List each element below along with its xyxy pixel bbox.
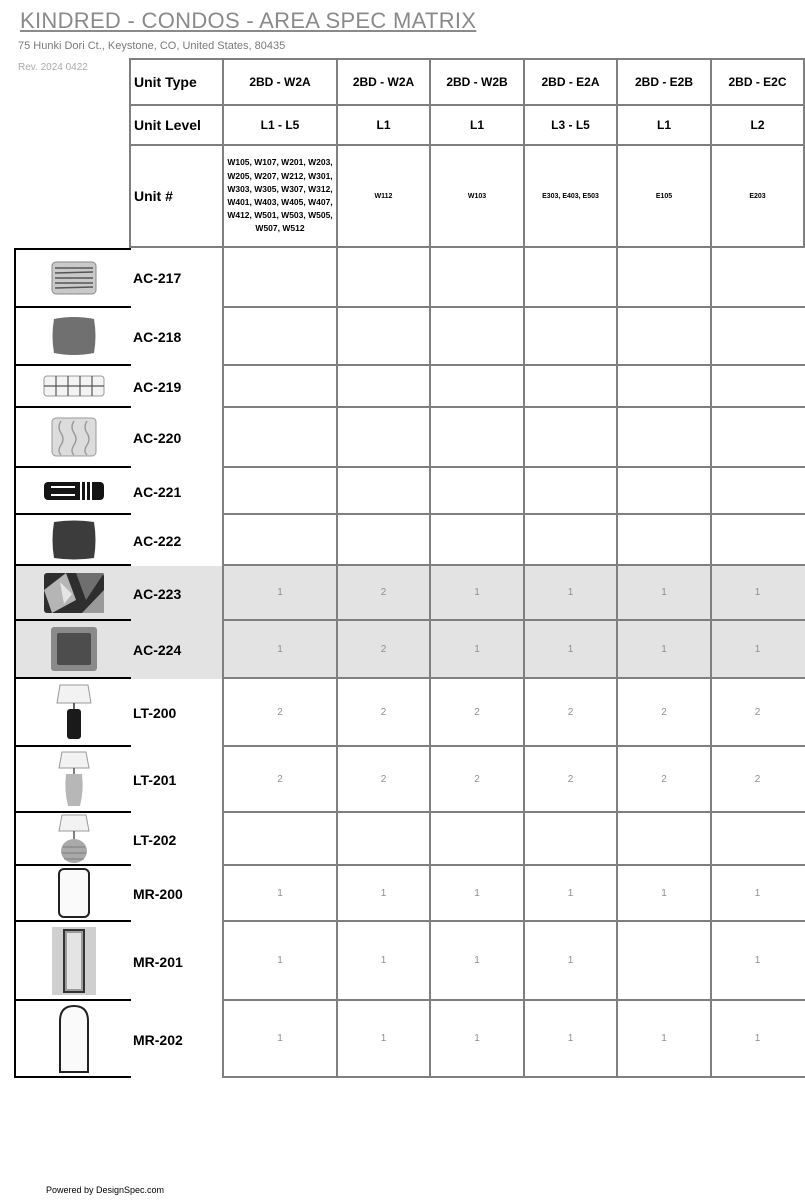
quantity-cell: 1 bbox=[754, 887, 761, 899]
table-row bbox=[0, 248, 805, 308]
product-code: AC-217 bbox=[133, 270, 182, 286]
product-code: AC-224 bbox=[131, 621, 223, 679]
table-row bbox=[0, 566, 805, 621]
quantity-cell: 1 bbox=[224, 1001, 338, 1076]
square-pillow-icon bbox=[48, 313, 100, 359]
quantity-cell: 1 bbox=[431, 866, 525, 920]
product-code: AC-218 bbox=[133, 329, 182, 345]
unit-number-cell: E303, E403, E503 bbox=[525, 146, 618, 246]
quantity-cell bbox=[712, 366, 803, 406]
table-row bbox=[0, 468, 805, 515]
quantity-cell bbox=[712, 308, 803, 364]
quantity-cell: 1 bbox=[224, 922, 338, 999]
quantity-cell: 1 bbox=[754, 955, 761, 966]
unit-number-cell: W103 bbox=[431, 146, 525, 246]
quantity-cell bbox=[431, 366, 525, 406]
rectangular-mirror-icon bbox=[56, 867, 92, 919]
quantity-cell: 1 bbox=[525, 922, 618, 999]
product-code: AC-221 bbox=[133, 483, 182, 500]
quantity-cell bbox=[338, 515, 431, 564]
quantity-cell: 1 bbox=[754, 643, 761, 655]
quantity-cell: 1 bbox=[431, 1001, 525, 1076]
quantity-cells bbox=[222, 515, 805, 566]
project-address: 75 Hunki Dori Ct., Keystone, CO, United States, 80435 bbox=[18, 40, 286, 52]
unit-level-cell: L1 bbox=[618, 106, 712, 144]
quantity-cell bbox=[618, 366, 712, 406]
quantity-cell bbox=[338, 408, 431, 466]
black-table-lamp-icon bbox=[54, 683, 94, 741]
product-thumbnail bbox=[14, 866, 131, 922]
unit-type-cell: 2BD - W2A bbox=[224, 60, 338, 104]
quantity-cell bbox=[618, 922, 712, 999]
quantity-cell bbox=[431, 308, 525, 364]
product-thumbnail bbox=[14, 621, 131, 679]
table-row bbox=[0, 813, 805, 866]
product-code: AC-219 bbox=[133, 379, 182, 395]
unit-type-label: Unit Type bbox=[131, 60, 224, 104]
quantity-cell bbox=[431, 515, 525, 564]
unit-type-cell: 2BD - W2A bbox=[338, 60, 431, 104]
product-code: AC-223 bbox=[131, 566, 223, 621]
quantity-cell: 1 bbox=[618, 566, 712, 619]
product-thumbnail bbox=[14, 308, 131, 366]
arched-mirror-icon bbox=[57, 1004, 91, 1074]
unit-number-cell: E105 bbox=[618, 146, 712, 246]
table-row bbox=[0, 679, 805, 747]
unit-level-label: Unit Level bbox=[131, 106, 224, 144]
table-row bbox=[0, 308, 805, 366]
quantity-cell: 1 bbox=[525, 566, 618, 619]
quantity-cell: 1 bbox=[338, 866, 431, 920]
product-code: MR-200 bbox=[133, 886, 183, 902]
product-thumbnail bbox=[14, 679, 131, 747]
table-row bbox=[0, 1001, 805, 1078]
quantity-cell bbox=[712, 408, 803, 466]
product-thumbnail bbox=[14, 747, 131, 813]
quantity-cells bbox=[222, 679, 805, 747]
quantity-cell: 2 bbox=[224, 679, 338, 745]
unit-level-cell: L3 - L5 bbox=[525, 106, 618, 144]
product-thumbnail bbox=[14, 813, 131, 866]
unit-type-cell: 2BD - E2B bbox=[618, 60, 712, 104]
quantity-cells bbox=[222, 1001, 805, 1078]
quantity-cell: 2 bbox=[525, 679, 618, 745]
floor-mirror-icon bbox=[50, 925, 98, 997]
quantity-cell: 1 bbox=[618, 621, 712, 677]
quantity-cell bbox=[431, 468, 525, 513]
quantity-cell bbox=[224, 813, 338, 864]
quantity-cell bbox=[431, 248, 525, 306]
unit-level-cell: L1 bbox=[338, 106, 431, 144]
quantity-cell bbox=[224, 366, 338, 406]
product-code: LT-201 bbox=[133, 772, 177, 788]
quantity-cell: 2 bbox=[754, 706, 761, 718]
quantity-cell bbox=[712, 813, 803, 864]
quantity-cell bbox=[224, 468, 338, 513]
unit-level-cell: L1 bbox=[431, 106, 525, 144]
unit-type-row bbox=[131, 60, 803, 104]
geometric-pillow-icon bbox=[42, 570, 106, 616]
unit-type-cell: 2BD - E2C bbox=[728, 75, 787, 89]
unit-level-cell: L1 - L5 bbox=[224, 106, 338, 144]
table-row bbox=[0, 408, 805, 468]
quantity-cell bbox=[338, 248, 431, 306]
quantity-cell: 1 bbox=[618, 866, 712, 920]
quantity-cell: 1 bbox=[431, 621, 525, 677]
unit-number-cell: W112 bbox=[338, 146, 431, 246]
quantity-cell bbox=[525, 248, 618, 306]
quantity-cells bbox=[222, 308, 805, 366]
quantity-cells bbox=[222, 408, 805, 468]
quantity-cells bbox=[222, 866, 805, 922]
quantity-cell bbox=[431, 813, 525, 864]
quantity-cell bbox=[525, 468, 618, 513]
table-row bbox=[0, 621, 805, 679]
product-code: LT-200 bbox=[133, 705, 177, 721]
quantity-cell: 2 bbox=[338, 566, 431, 619]
quantity-cell: 2 bbox=[754, 773, 761, 785]
quantity-cell bbox=[525, 366, 618, 406]
product-thumbnail bbox=[14, 566, 131, 621]
quantity-cell bbox=[618, 515, 712, 564]
quantity-cell: 1 bbox=[525, 866, 618, 920]
quantity-cell bbox=[618, 813, 712, 864]
quantity-cells bbox=[222, 813, 805, 866]
product-thumbnail bbox=[14, 248, 131, 308]
quantity-cell bbox=[224, 515, 338, 564]
unit-level-cell: L2 bbox=[750, 118, 765, 132]
quantity-cell: 2 bbox=[431, 747, 525, 811]
quantity-cell: 1 bbox=[754, 587, 761, 598]
quantity-cell bbox=[618, 408, 712, 466]
product-thumbnail bbox=[14, 515, 131, 566]
quantity-cell bbox=[712, 515, 803, 564]
unit-number-row bbox=[131, 146, 803, 246]
product-thumbnail bbox=[14, 922, 131, 1001]
quantity-cell bbox=[338, 813, 431, 864]
quantity-cell: 1 bbox=[431, 922, 525, 999]
revision-label: Rev. 2024 0422 bbox=[18, 62, 88, 73]
product-code: AC-220 bbox=[133, 430, 182, 446]
quantity-cells bbox=[222, 468, 805, 515]
unit-type-cell: 2BD - E2A bbox=[525, 60, 618, 104]
quantity-cell: 1 bbox=[338, 922, 431, 999]
unit-level-row bbox=[131, 106, 803, 144]
knit-pillow-icon bbox=[47, 256, 101, 300]
quantity-cell: 2 bbox=[224, 747, 338, 811]
unit-number-cell: E203 bbox=[749, 192, 766, 200]
quantity-cell bbox=[712, 468, 803, 513]
quantity-cells bbox=[222, 248, 805, 308]
table-row bbox=[0, 515, 805, 566]
unit-type-cell: 2BD - W2B bbox=[431, 60, 525, 104]
footer-credit: Powered by DesignSpec.com bbox=[46, 1185, 165, 1195]
quantity-cell: 2 bbox=[338, 679, 431, 745]
product-code: MR-201 bbox=[133, 953, 183, 970]
quantity-cell bbox=[338, 308, 431, 364]
quantity-cell: 1 bbox=[754, 1033, 761, 1044]
flanged-pillow-icon bbox=[48, 624, 100, 674]
table-row bbox=[0, 366, 805, 408]
quantity-cell bbox=[431, 408, 525, 466]
quantity-cell bbox=[712, 248, 803, 306]
quantity-cell: 1 bbox=[224, 621, 338, 677]
unit-number-label: Unit # bbox=[131, 146, 224, 246]
dark-square-pillow-icon bbox=[49, 517, 99, 563]
quantity-cell: 1 bbox=[224, 566, 338, 619]
cable-knit-pillow-icon bbox=[47, 413, 101, 461]
quantity-cell bbox=[618, 248, 712, 306]
quantity-cell: 2 bbox=[431, 679, 525, 745]
quantity-cells bbox=[222, 621, 805, 679]
quantity-cell bbox=[224, 308, 338, 364]
product-thumbnail bbox=[14, 366, 131, 408]
quantity-cell: 1 bbox=[224, 866, 338, 920]
product-thumbnail bbox=[14, 468, 131, 515]
product-thumbnail bbox=[14, 1001, 131, 1078]
quantity-cell: 1 bbox=[431, 566, 525, 619]
quantity-cell: 1 bbox=[525, 1001, 618, 1076]
quantity-cell bbox=[338, 468, 431, 513]
quantity-cells bbox=[222, 366, 805, 408]
round-table-lamp-icon bbox=[52, 813, 96, 865]
quantity-cell bbox=[525, 308, 618, 364]
quantity-cell: 2 bbox=[618, 679, 712, 745]
table-row bbox=[0, 747, 805, 813]
product-code: MR-202 bbox=[133, 1031, 183, 1048]
quantity-cell bbox=[338, 366, 431, 406]
quantity-cell: 1 bbox=[618, 1001, 712, 1076]
quantity-cell bbox=[224, 408, 338, 466]
quantity-cells bbox=[222, 566, 805, 621]
quantity-cell bbox=[618, 468, 712, 513]
stone-table-lamp-icon bbox=[54, 750, 94, 808]
plaid-lumbar-pillow-icon bbox=[41, 372, 107, 400]
table-row bbox=[0, 922, 805, 1001]
quantity-cell bbox=[525, 408, 618, 466]
quantity-cell: 2 bbox=[338, 621, 431, 677]
matrix-header bbox=[129, 58, 805, 248]
quantity-cell bbox=[224, 248, 338, 306]
quantity-cell: 2 bbox=[525, 747, 618, 811]
product-code: LT-202 bbox=[133, 831, 177, 848]
quantity-cell: 2 bbox=[618, 747, 712, 811]
quantity-cell: 1 bbox=[525, 621, 618, 677]
quantity-cells bbox=[222, 747, 805, 813]
quantity-cell: 1 bbox=[338, 1001, 431, 1076]
product-thumbnail bbox=[14, 408, 131, 468]
striped-lumbar-pillow-icon bbox=[41, 477, 107, 505]
product-code: AC-222 bbox=[133, 532, 182, 549]
quantity-cell bbox=[525, 813, 618, 864]
unit-number-cell: W105, W107, W201, W203, W205, W207, W212, W301, W303, W305, W307, W312, W401, W403, W405, W407, W412, W501, W503, W505, W507, W512 bbox=[224, 146, 338, 246]
table-row bbox=[0, 866, 805, 922]
page-title: KINDRED - CONDOS - AREA SPEC MATRIX bbox=[20, 8, 477, 33]
quantity-cell: 2 bbox=[338, 747, 431, 811]
quantity-cell bbox=[525, 515, 618, 564]
quantity-cell bbox=[618, 308, 712, 364]
quantity-cells bbox=[222, 922, 805, 1001]
